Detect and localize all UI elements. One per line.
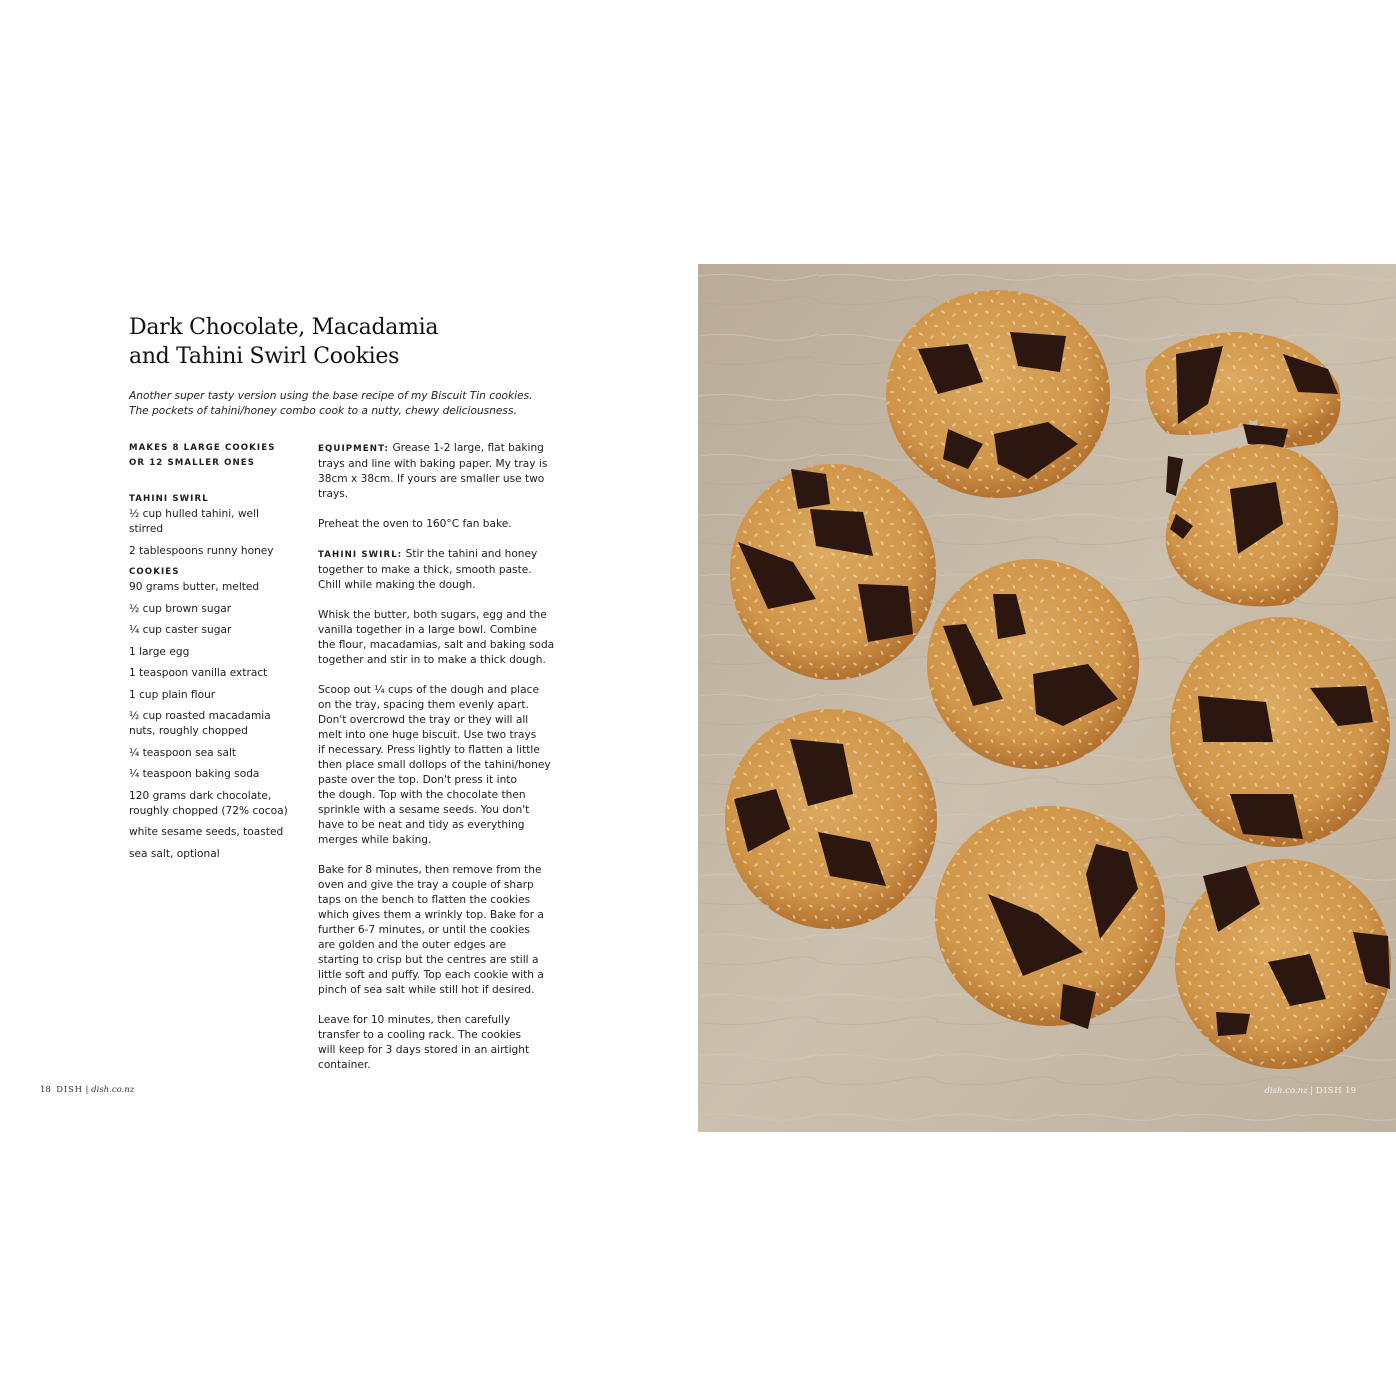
text-line: ½ cup roasted macadamia bbox=[129, 710, 271, 722]
text-line: 1 cup plain flour bbox=[129, 688, 216, 701]
text-line: pinch of sea salt while still hot if desired. bbox=[318, 984, 535, 996]
text-line: ¼ teaspoon baking soda bbox=[129, 768, 260, 780]
text-line: trays. bbox=[318, 488, 349, 500]
text-line: the dough. Top with the chocolate then bbox=[318, 789, 526, 801]
yield-line: OR 12 SMALLER ONES bbox=[129, 458, 256, 468]
intro-line: Another super tasty version using the base recipe of my Biscuit Tin cookies. bbox=[129, 390, 533, 402]
cookie-ingredient-list bbox=[129, 580, 304, 862]
yield-line: MAKES 8 LARGE COOKIES bbox=[129, 443, 276, 453]
text-line bbox=[318, 441, 558, 457]
ingredient-item bbox=[129, 580, 304, 595]
ingredient-item bbox=[129, 623, 304, 638]
intro-line: The pockets of tahini/honey combo cook to a nutty, chewy deliciousness. bbox=[129, 405, 517, 417]
ingredient-item bbox=[129, 825, 304, 840]
text-line: 2 tablespoons runny honey bbox=[129, 544, 274, 557]
text-line: oven and give the tray a couple of sharp bbox=[318, 879, 534, 891]
text-line: then place small dollops of the tahini/honey bbox=[318, 759, 551, 771]
step-text: Grease 1-2 large, flat baking bbox=[389, 442, 544, 454]
text-line: together and stir in to make a thick dough. bbox=[318, 654, 546, 666]
ingredient-item bbox=[129, 847, 304, 862]
website-url: dish.co.nz bbox=[1264, 1086, 1308, 1096]
cookie bbox=[886, 290, 1110, 498]
text-line: together to make a thick, smooth paste. bbox=[318, 564, 532, 576]
tahini-ingredient-list bbox=[129, 507, 304, 559]
text-line: Chill while making the dough. bbox=[318, 579, 476, 591]
title-line: Dark Chocolate, Macadamia bbox=[129, 315, 439, 340]
footer-separator: | bbox=[85, 1085, 89, 1095]
text-line: white sesame seeds, toasted bbox=[129, 826, 284, 838]
magazine-brand: DISH bbox=[56, 1085, 83, 1095]
cookies-illustration bbox=[698, 264, 1396, 1132]
text-line: ¼ cup caster sugar bbox=[129, 624, 232, 636]
recipe-intro bbox=[129, 389, 559, 419]
ingredient-item bbox=[129, 709, 304, 739]
method-column bbox=[318, 441, 558, 1088]
yield-info bbox=[129, 441, 304, 471]
cookie bbox=[1175, 859, 1391, 1069]
ingredient-item bbox=[129, 645, 304, 660]
text-line: nuts, roughly chopped bbox=[129, 725, 248, 737]
method-step bbox=[318, 608, 558, 668]
text-line: little soft and puffy. Top each cookie with a bbox=[318, 969, 544, 981]
text-line: Preheat the oven to 160°C fan bake. bbox=[318, 518, 512, 530]
text-line: ¼ teaspoon sea salt bbox=[129, 746, 237, 759]
text-line: merges while baking. bbox=[318, 834, 432, 846]
text-line: roughly chopped (72% cocoa) bbox=[129, 804, 288, 817]
page-number: 19 bbox=[1345, 1086, 1356, 1096]
magazine-brand: DISH bbox=[1315, 1086, 1343, 1096]
method-step bbox=[318, 441, 558, 502]
ingredient-item bbox=[129, 789, 304, 819]
text-line: the flour, macadamias, salt and baking soda bbox=[318, 639, 555, 651]
text-line: 1 teaspoon vanilla extract bbox=[129, 667, 268, 679]
text-line: Scoop out ¼ cups of the dough and place bbox=[318, 684, 539, 696]
ingredients-column bbox=[129, 441, 304, 868]
method-step bbox=[318, 517, 558, 532]
cookie bbox=[730, 464, 936, 680]
step-text: Stir the tahini and honey bbox=[402, 548, 538, 560]
page-footer-left bbox=[40, 1085, 134, 1095]
text-line: vanilla together in a large bowl. Combine bbox=[318, 624, 537, 636]
text-line: will keep for 3 days stored in an airtight bbox=[318, 1044, 530, 1056]
text-line: if necessary. Press lightly to flatten a little bbox=[318, 744, 540, 756]
text-line bbox=[318, 547, 558, 563]
text-line: ½ cup brown sugar bbox=[129, 602, 232, 615]
method-step bbox=[318, 547, 558, 593]
step-lead: EQUIPMENT: bbox=[318, 444, 390, 454]
footer-separator: | bbox=[1310, 1086, 1314, 1096]
text-line: on the tray, spacing them evenly apart. bbox=[318, 699, 529, 711]
text-line: 120 grams dark chocolate, bbox=[129, 789, 272, 802]
cookie bbox=[927, 559, 1139, 769]
text-line: Bake for 8 minutes, then remove from the bbox=[318, 864, 542, 876]
recipe-title bbox=[129, 313, 549, 371]
text-line: melt into one huge biscuit. Use two trays bbox=[318, 729, 537, 741]
text-line: transfer to a cooling rack. The cookies bbox=[318, 1029, 522, 1041]
ingredient-item bbox=[129, 746, 304, 761]
ingredient-item bbox=[129, 544, 304, 559]
text-line: stirred bbox=[129, 523, 164, 535]
text-line: are golden and the outer edges are bbox=[318, 939, 507, 951]
text-line: Don't overcrowd the tray or they will all bbox=[318, 714, 529, 726]
text-line: 90 grams butter, melted bbox=[129, 581, 260, 593]
method-step bbox=[318, 1013, 558, 1073]
cookies-heading: COOKIES bbox=[129, 567, 180, 577]
cookies-photo bbox=[698, 264, 1396, 1132]
text-line: sprinkle with a sesame seeds. You don't bbox=[318, 804, 530, 816]
text-line: further 6-7 minutes, or until the cookies bbox=[318, 924, 530, 936]
title-line: and Tahini Swirl Cookies bbox=[129, 344, 400, 369]
text-line: trays and line with baking paper. My tray is bbox=[318, 458, 548, 470]
text-line: paste over the top. Don't press it into bbox=[318, 774, 517, 786]
ingredient-item bbox=[129, 602, 304, 617]
cookie bbox=[725, 709, 937, 929]
page-number: 18 bbox=[40, 1085, 51, 1095]
text-line: Whisk the butter, both sugars, egg and the bbox=[318, 609, 547, 621]
text-line: starting to crisp but the centres are still a bbox=[318, 954, 539, 966]
website-url: dish.co.nz bbox=[91, 1085, 135, 1095]
tahini-swirl-heading: TAHINI SWIRL bbox=[129, 494, 209, 504]
method-step bbox=[318, 683, 558, 848]
text-line: sea salt, optional bbox=[129, 847, 220, 860]
text-line: Leave for 10 minutes, then carefully bbox=[318, 1014, 511, 1026]
text-line: container. bbox=[318, 1059, 371, 1071]
ingredient-item bbox=[129, 507, 304, 537]
text-line: ½ cup hulled tahini, well bbox=[129, 508, 259, 520]
text-line: have to be neat and tidy as everything bbox=[318, 819, 525, 831]
ingredient-item bbox=[129, 767, 304, 782]
step-lead: TAHINI SWIRL: bbox=[318, 550, 403, 560]
method-step bbox=[318, 863, 558, 998]
cookie bbox=[1170, 617, 1390, 847]
ingredient-item bbox=[129, 688, 304, 703]
text-line: 1 large egg bbox=[129, 645, 190, 658]
ingredient-item bbox=[129, 666, 304, 681]
text-line: 38cm x 38cm. If yours are smaller use two bbox=[318, 473, 545, 485]
text-line: taps on the bench to flatten the cookies bbox=[318, 894, 531, 906]
page-footer-right bbox=[1264, 1086, 1356, 1096]
text-line: which gives them a wrinkly top. Bake for a bbox=[318, 909, 544, 921]
